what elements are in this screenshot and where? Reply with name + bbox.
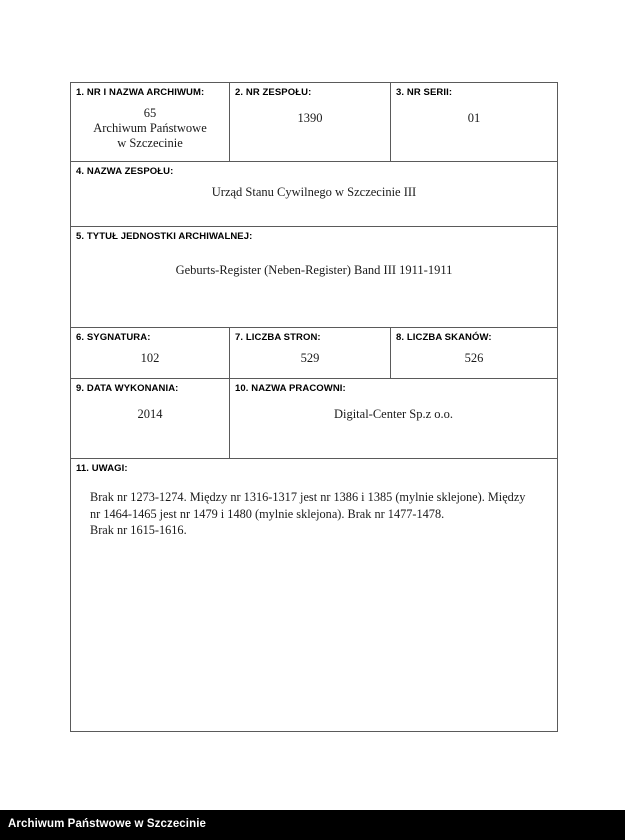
field-cell-series-number [391, 83, 558, 162]
field-label-remarks: 11. UWAGI: [76, 463, 128, 474]
field-cell-unit-title [71, 227, 558, 328]
table-row [71, 328, 558, 379]
field-cell-workshop-name [230, 379, 558, 459]
remarks-line: Brak nr 1273-1274. Między nr 1316-1317 jest nr 1386 i 1385 (mylnie sklejone). Między [90, 490, 526, 504]
field-label-workshop-name: 10. NAZWA PRACOWNI: [235, 383, 346, 394]
field-value-fonds-name: Urząd Stanu Cywilnego w Szczecinie III [211, 185, 417, 199]
field-label-archive-number-name: 1. NR I NAZWA ARCHIWUM: [76, 87, 205, 98]
field-label-series-number: 3. NR SERII: [396, 87, 453, 98]
field-cell-fonds-name [71, 162, 558, 227]
field-cell-archive-number-name [71, 83, 230, 162]
field-label-scan-count: 8. LICZBA SKANÓW: [396, 332, 492, 343]
footer-institution-name: Archiwum Państwowe w Szczecinie [8, 818, 207, 830]
footer-bar [0, 810, 625, 840]
field-label-execution-date: 9. DATA WYKONANIA: [76, 383, 179, 394]
table-row [71, 83, 558, 162]
field-value-scan-count: 526 [464, 351, 484, 365]
table-row [71, 227, 558, 328]
field-cell-fonds-number [230, 83, 391, 162]
field-cell-signature [71, 328, 230, 379]
field-label-fonds-name: 4. NAZWA ZESPOŁU: [76, 166, 174, 177]
field-value-unit-title: Geburts-Register (Neben-Register) Band III 1911-1911 [175, 263, 453, 277]
archival-metadata-table [70, 82, 558, 732]
field-cell-execution-date [71, 379, 230, 459]
field-label-page-count: 7. LICZBA STRON: [235, 332, 321, 343]
field-label-signature: 6. SYGNATURA: [76, 332, 151, 343]
field-value-fonds-number: 1390 [297, 111, 323, 125]
field-value-line: Archiwum Państwowe [93, 121, 207, 135]
remarks-line: Brak nr 1615-1616. [90, 523, 187, 537]
field-cell-remarks [71, 459, 558, 732]
table-row [71, 162, 558, 227]
field-cell-page-count [230, 328, 391, 379]
remarks-line: nr 1464-1465 jest nr 1479 i 1480 (mylnie sklejona). Brak nr 1477-1478. [90, 506, 445, 521]
field-value-line: 65 [143, 106, 157, 120]
field-label-unit-title: 5. TYTUŁ JEDNOSTKI ARCHIWALNEJ: [76, 231, 253, 242]
field-cell-scan-count [391, 328, 558, 379]
field-value-series-number: 01 [467, 111, 481, 125]
table-row [71, 459, 558, 732]
field-value-page-count: 529 [300, 351, 320, 365]
field-value-workshop-name: Digital-Center Sp.z o.o. [333, 407, 454, 421]
field-value-line: w Szczecinie [117, 136, 183, 150]
field-value-remarks [90, 489, 549, 539]
field-value-signature: 102 [140, 351, 160, 365]
field-value-execution-date: 2014 [137, 407, 163, 421]
table-row [71, 379, 558, 459]
field-value-archive-number-name [76, 106, 229, 151]
field-label-fonds-number: 2. NR ZESPOŁU: [235, 87, 312, 98]
